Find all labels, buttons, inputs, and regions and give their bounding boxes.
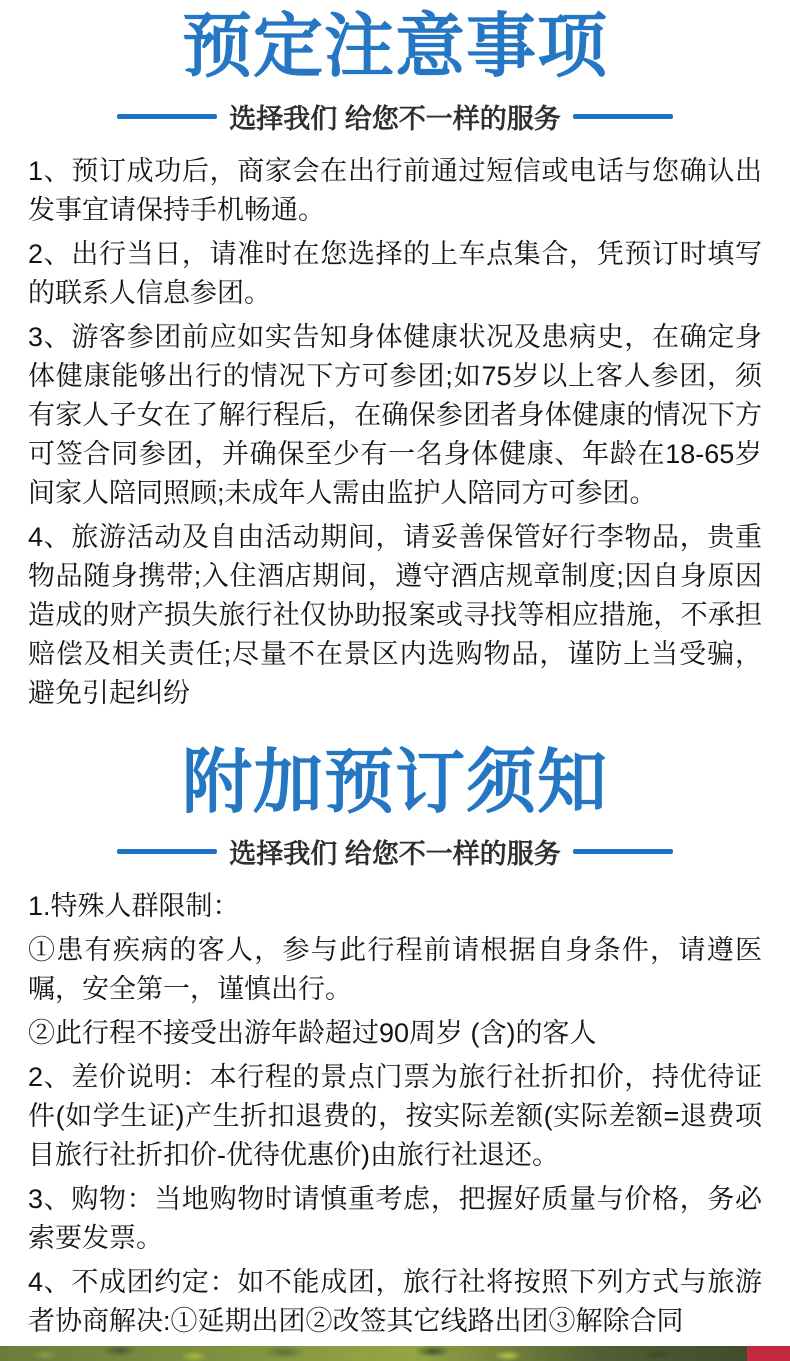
- additional-notice-subtitle: 选择我们 给您不一样的服务: [229, 839, 561, 869]
- notice-paragraph: 2、出行当日，请准时在您选择的上车点集合，凭预订时填写的联系人信息参团。: [28, 238, 762, 308]
- additional-notice-section: [0, 718, 790, 1347]
- greenery-photo: [0, 1346, 747, 1361]
- additional-notice-body: [0, 887, 790, 1341]
- notice-paragraph: 1.特殊人群限制：: [28, 891, 240, 921]
- subtitle-right-rule: [573, 849, 673, 854]
- booking-notice-title: 预定注意事项: [182, 4, 608, 87]
- additional-notice-title: 附加预订须知: [182, 739, 608, 823]
- subtitle-right-rule: [573, 114, 673, 119]
- subtitle-left-rule: [117, 849, 217, 854]
- notice-paragraph: 3、游客参团前应如实告知身体健康状况及患病史，在确定身体健康能够出行的情况下方可参团;如75岁以上客人参团，须有家人子女在了解行程后，在确保参团者身体健康的情况下方可签合同参团，并确保至少有一名身体健康、年龄在18-65岁间家人陪同照顾;未成年人需由监护人陪同方可参团。: [28, 321, 762, 508]
- red-accent-block: [747, 1346, 790, 1361]
- booking-notice-subtitle-row: [0, 97, 790, 136]
- notice-paragraph: 4、旅游活动及自由活动期间，请妥善保管好行李物品，贵重物品随身携带;入住酒店期间，遵守酒店规章制度;因自身原因造成的财产损失旅行社仅协助报案或寻找等相应措施，不承担赔偿及相关责任;尽量不在景区内选购物品，谨防上当受骗，避免引起纠纷: [28, 521, 762, 708]
- booking-notice-subtitle: 选择我们 给您不一样的服务: [229, 103, 561, 134]
- notice-paragraph: 3、购物：当地购物时请慎重考虑，把握好质量与价格，务必索要发票。: [28, 1184, 762, 1253]
- notice-paragraph: 4、不成团约定：如不能成团，旅行社将按照下列方式与旅游者协商解决:①延期出团②改签其它线路出团③解除合同: [28, 1267, 762, 1336]
- additional-notice-subtitle-row: [0, 832, 790, 871]
- notice-paragraph: 2、差价说明：本行程的景点门票为旅行社折扣价，持优待证件(如学生证)产生折扣退费的，按实际差额(实际差额=退费项目旅行社折扣价-优待优惠价)由旅行社退还。: [28, 1062, 762, 1170]
- subtitle-left-rule: [117, 114, 217, 119]
- notice-paragraph: ①患有疾病的客人，参与此行程前请根据自身条件，请遵医嘱，安全第一，谨慎出行。: [28, 935, 762, 1004]
- booking-notice-body: [0, 152, 790, 713]
- notice-paragraph: 1、预订成功后，商家会在出行前通过短信或电话与您确认出发事宜请保持手机畅通。: [28, 155, 762, 225]
- footer-photo-strip: [0, 1346, 790, 1361]
- notice-paragraph: ②此行程不接受出游年龄超过90周岁 (含)的客人: [28, 1018, 597, 1048]
